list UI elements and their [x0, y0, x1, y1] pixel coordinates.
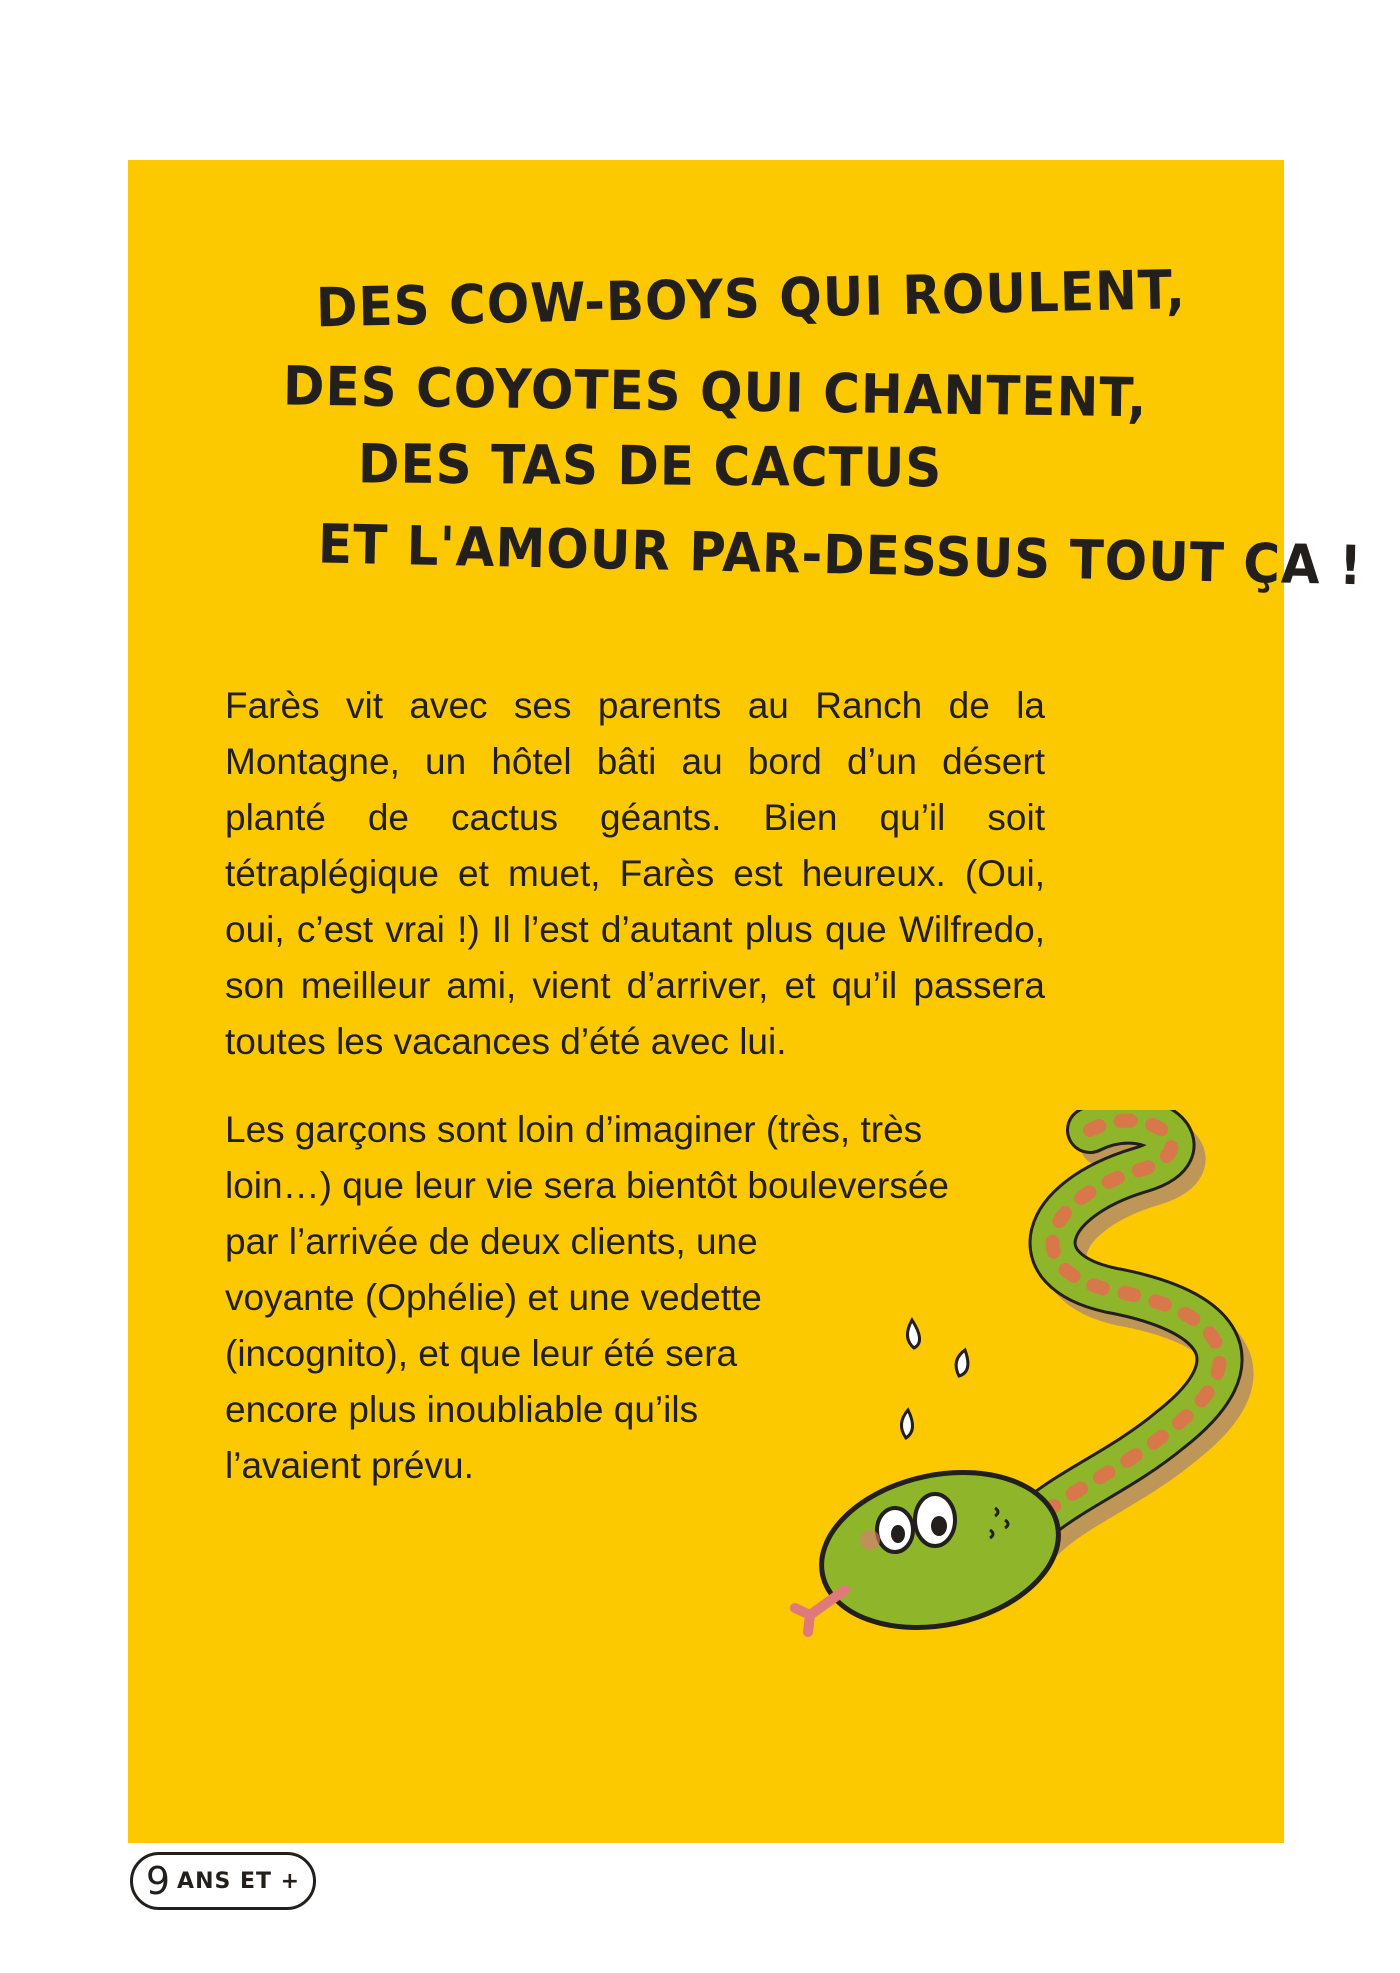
blurb-paragraph-1: Farès vit avec ses parents au Ranch de la Montagne, un hôtel bâti au bord d’un désert planté de cactus géants. Bien qu’il soit tétraplégique et muet, Farès est heureux. (Oui, oui, c’est vrai !) Il l’est d’autant plus que Wilfredo, son meilleur ami, vient d’arriver, et qu’il passera toutes les vacances d’été avec lui. — [225, 685, 1045, 1062]
sweat-drop-3 — [901, 1410, 912, 1438]
snake-illustration — [790, 1110, 1350, 1660]
sweat-drop-1 — [907, 1320, 919, 1348]
blurb-p2-line-1: Les garçons sont loin d’imaginer (très, très — [225, 1109, 923, 1150]
blurb-p2-line-4: voyante (Ophélie) et une vedette — [225, 1277, 762, 1318]
tagline-line-2: DES COYOTES QUI CHANTENT, — [282, 354, 1148, 430]
tagline-line-1: DES COW-BOYS QUI ROULENT, — [315, 258, 1187, 340]
age-badge — [130, 1852, 316, 1910]
tagline-line-4: ET L'AMOUR PAR-DESSUS TOUT ÇA ! — [317, 512, 1364, 598]
blurb-p2-line-6: encore plus inoubliable qu’ils — [225, 1389, 699, 1430]
blurb-p2-line-3: par l’arrivée de deux clients, une — [225, 1221, 758, 1262]
snake-head — [807, 1452, 1073, 1649]
blurb-p2-line-2: loin…) que leur vie sera bientôt bouleversée — [225, 1165, 949, 1206]
blurb-p2-line-5: (incognito), et que leur été sera — [225, 1333, 738, 1374]
age-label: ANS ET + — [177, 1868, 301, 1894]
blurb-p2-line-7: l’avaient prévu. — [225, 1445, 474, 1486]
snake-tongue — [795, 1590, 845, 1632]
sweat-drop-2 — [956, 1350, 968, 1376]
tagline-line-3: DES TAS DE CACTUS — [357, 432, 943, 500]
age-number: 9 — [145, 1859, 172, 1903]
